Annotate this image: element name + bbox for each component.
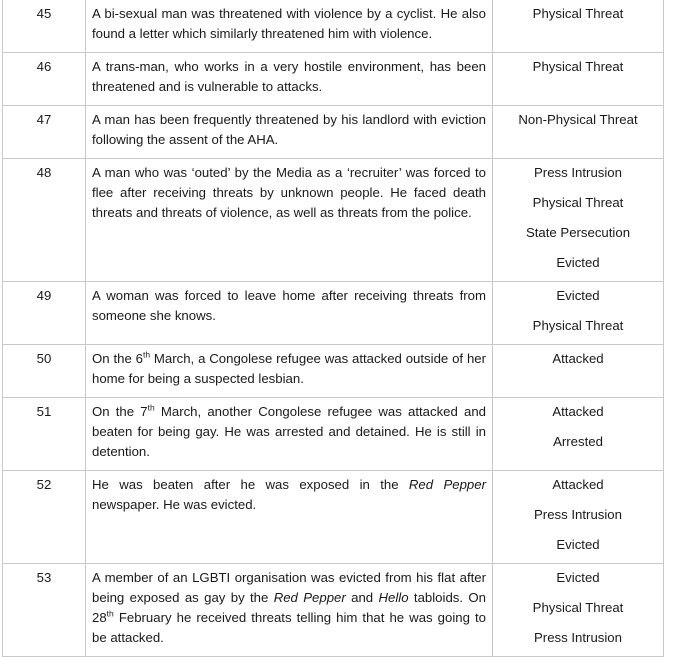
table-row: [3, 564, 664, 657]
case-description: [86, 398, 493, 471]
description-text: tabloids. On 28: [92, 590, 486, 625]
description-text: A man who was ‘outed’ by the Media as a ‘recruiter’ was forced to flee after receiving threats by unknown people. He faced death threats and threats of violence, as well as threats from the police.: [92, 165, 486, 220]
category-label: Press Intrusion: [534, 165, 622, 180]
case-description: [86, 282, 493, 345]
table-row: [3, 471, 664, 564]
ordinal-suffix: th: [147, 402, 155, 413]
category-label: Evicted: [556, 537, 600, 552]
table-row: [3, 398, 664, 471]
description-text: February he received threats telling him that he was going to be attacked.: [92, 610, 486, 645]
category-label: Physical Threat: [532, 6, 624, 21]
description-text: A man has been frequently threatened by his landlord with eviction following the assent of the AHA.: [92, 112, 486, 147]
description-text: A trans-man, who works in a very hostile environment, has been threatened and is vulnerable to attacks.: [92, 59, 486, 94]
table-row: [3, 345, 664, 398]
category-label: Evicted: [556, 288, 600, 303]
case-description: [86, 471, 493, 564]
case-number: 46: [3, 53, 86, 106]
description-text: newspaper. He was evicted.: [92, 497, 257, 512]
category-label: Attacked: [552, 477, 604, 492]
case-categories: [493, 106, 664, 159]
category-label: State Persecution: [525, 225, 631, 240]
category-label: Physical Threat: [532, 195, 624, 210]
table-row: [3, 53, 664, 106]
case-number: 48: [3, 159, 86, 282]
case-categories: [493, 159, 664, 282]
description-text: A woman was forced to leave home after receiving threats from someone she knows.: [92, 288, 486, 323]
case-number: 53: [3, 564, 86, 657]
case-categories: [493, 282, 664, 345]
case-categories: [493, 564, 664, 657]
description-text: A member of an LGBTI organisation was evicted from his flat after being exposed as gay by the: [92, 570, 486, 605]
ordinal-suffix: th: [106, 608, 114, 619]
case-number: 51: [3, 398, 86, 471]
table-row: [3, 106, 664, 159]
case-categories: [493, 398, 664, 471]
case-categories: [493, 345, 664, 398]
case-description: [86, 345, 493, 398]
category-label: Attacked: [552, 404, 604, 419]
publication-name: Hello: [378, 590, 409, 605]
case-description: [86, 564, 493, 657]
table-row: [3, 159, 664, 282]
case-description: [86, 53, 493, 106]
category-label: Press Intrusion: [534, 507, 622, 522]
incident-table: [2, 0, 664, 657]
category-label: Evicted: [556, 255, 600, 270]
ordinal-suffix: th: [142, 349, 151, 360]
case-number: 49: [3, 282, 86, 345]
case-number: 50: [3, 345, 86, 398]
category-label: Arrested: [553, 434, 603, 449]
case-categories: [493, 0, 664, 53]
publication-name: Red Pepper: [273, 590, 346, 605]
description-text: March, another Congolese refugee was attacked and beaten for being gay. He was arrested and detained. He is still in detention.: [92, 404, 487, 459]
case-number: 52: [3, 471, 86, 564]
category-label: Press Intrusion: [534, 630, 622, 645]
category-label: Attacked: [552, 351, 604, 366]
category-label: Non-Physical Threat: [518, 112, 638, 127]
description-text: On the 6: [92, 351, 143, 366]
case-categories: [493, 471, 664, 564]
case-description: [86, 0, 493, 53]
table-row: [3, 282, 664, 345]
description-text: March, a Congolese refugee was attacked outside of her home for being a suspected lesbian.: [92, 351, 487, 386]
category-label: Physical Threat: [532, 600, 624, 615]
description-text: He was beaten after he was exposed in the: [92, 477, 409, 492]
case-number: 47: [3, 106, 86, 159]
category-label: Evicted: [556, 570, 600, 585]
case-categories: [493, 53, 664, 106]
case-number: 45: [3, 0, 86, 53]
category-label: Physical Threat: [532, 318, 624, 333]
description-text: A bi-sexual man was threatened with violence by a cyclist. He also found a letter which similarly threatened him with violence.: [92, 6, 486, 41]
category-label: Physical Threat: [532, 59, 624, 74]
description-text: On the 7: [92, 404, 148, 419]
table-row: [3, 0, 664, 53]
description-text: and: [345, 590, 379, 605]
case-description: [86, 159, 493, 282]
case-description: [86, 106, 493, 159]
publication-name: Red Pepper: [408, 477, 486, 492]
